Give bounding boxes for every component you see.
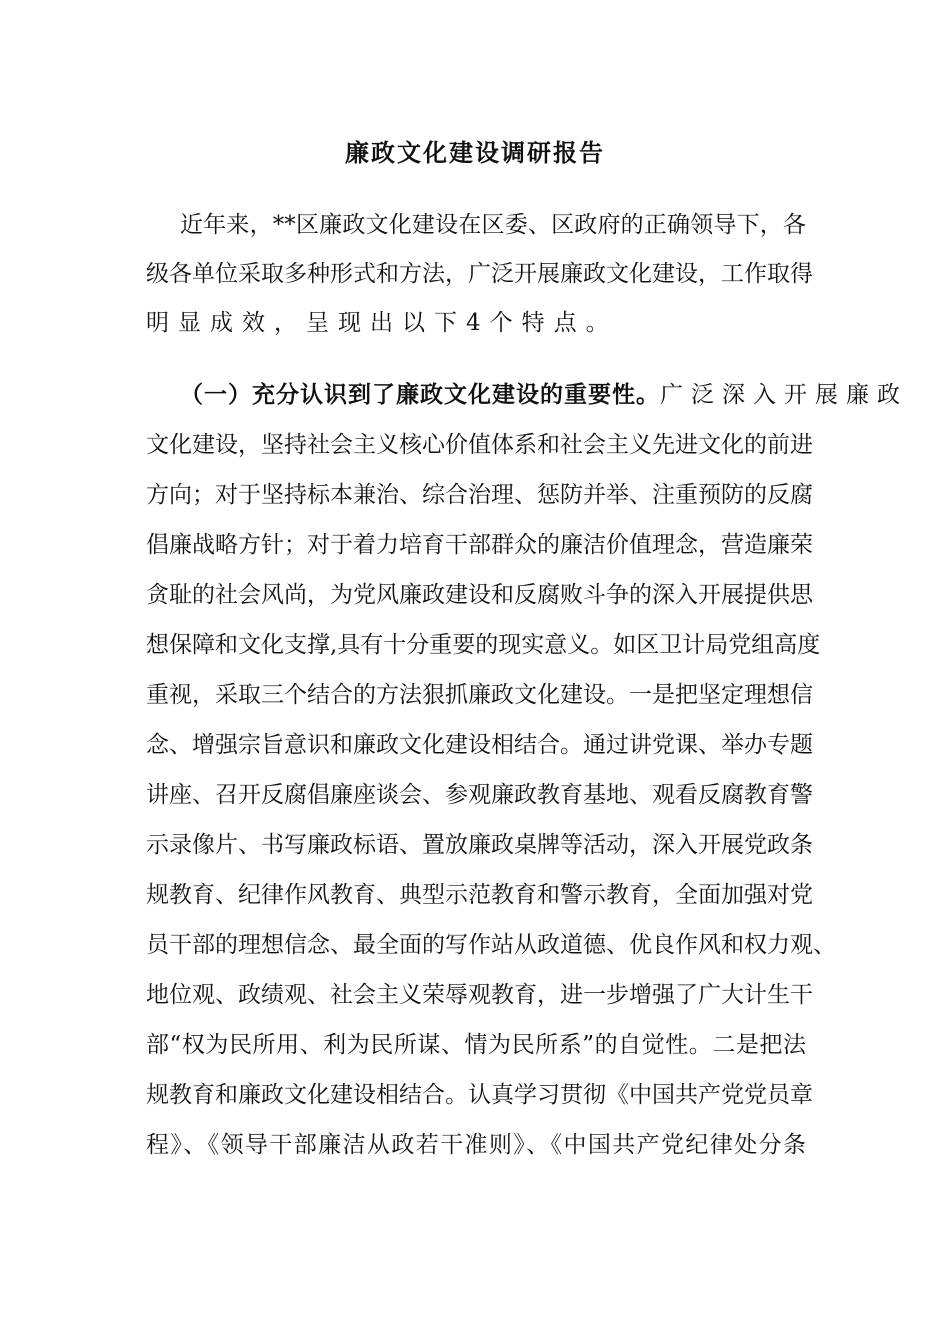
paragraph-line: 规教育、纪律作风教育、典型示范教育和警示教育，全面加强对党: [146, 882, 813, 908]
paragraph-line: 级各单位采取多种形式和方法，广泛开展廉政文化建设，工作取得: [146, 261, 813, 287]
paragraph-line: 讲座、召开反腐倡廉座谈会、参观廉政教育基地、观看反腐教育警: [146, 782, 813, 808]
paragraph-line: 地位观、政绩观、社会主义荣辱观教育，进一步增强了广大计生干: [146, 982, 813, 1008]
paragraph-line: 倡廉战略方针；对于着力培育干部群众的廉洁价值理念，营造廉荣: [146, 532, 813, 558]
document-title: 廉政文化建设调研报告: [345, 138, 605, 167]
paragraph-line: 员干部的理想信念、最全面的写作站从政道德、优良作风和权力观、: [146, 932, 836, 958]
paragraph-line: 文化建设，坚持社会主义核心价值体系和社会主义先进文化的前进: [146, 432, 813, 458]
paragraph-line: 示录像片、书写廉政标语、置放廉政桌牌等活动，深入开展党政条: [146, 832, 813, 858]
paragraph-line: 近年来，**区廉政文化建设在区委、区政府的正确领导下，各: [180, 212, 806, 238]
paragraph-line: 想保障和文化支撑,具有十分重要的现实意义。如区卫计局党组高度: [146, 632, 821, 658]
paragraph-line: 重视，采取三个结合的方法狠抓廉政文化建设。一是把坚定理想信: [146, 682, 813, 708]
paragraph-line: 程》、《领导干部廉洁从政若干准则》、《中国共产党纪律处分条: [146, 1132, 806, 1158]
paragraph-line: [180, 380, 908, 410]
paragraph-line: 方向；对于坚持标本兼治、综合治理、惩防并举、注重预防的反腐: [146, 482, 813, 508]
paragraph-line: 明显成效，呈现出以下4个特点。: [146, 310, 618, 336]
paragraph-line: 规教育和廉政文化建设相结合。认真学习贯彻《中国共产党党员章: [146, 1082, 813, 1108]
paragraph-line: 部“权为民所用、利为民所谋、情为民所系”的自觉性。二是把法: [146, 1032, 806, 1058]
paragraph-line: 念、增强宗旨意识和廉政文化建设相结合。通过讲党课、举办专题: [146, 732, 813, 758]
paragraph-line: 贪耻的社会风尚，为党风廉政建设和反腐败斗争的深入开展提供思: [146, 582, 813, 608]
paragraph-text: 广泛深入开展廉政: [660, 382, 908, 408]
section-1-heading: （一）充分认识到了廉政文化建设的重要性。: [180, 381, 660, 408]
